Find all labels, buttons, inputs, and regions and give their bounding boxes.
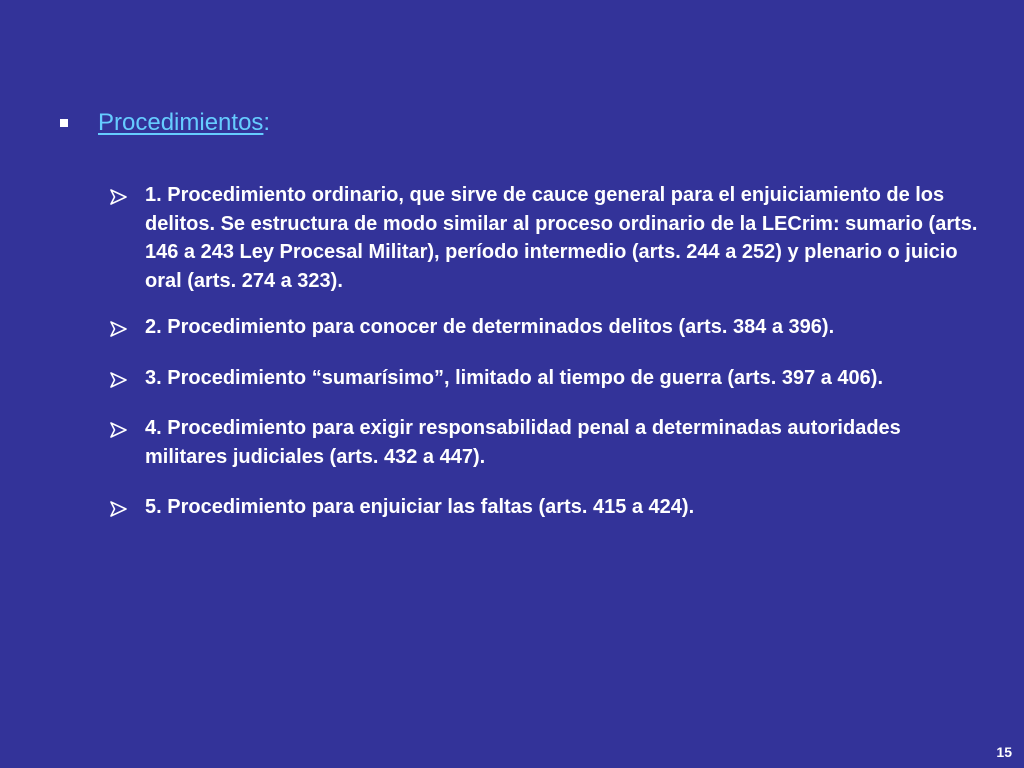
arrow-bullet-icon [108,501,130,517]
heading-row [60,108,270,138]
arrow-bullet-icon [108,189,130,205]
list-item [108,493,988,522]
heading-text: Procedimientos [98,109,264,136]
list-item [108,181,988,295]
list-item [108,313,988,342]
slide-heading [98,108,270,138]
list-item-text: 3. Procedimiento “sumarísimo”, limitado al tiempo de guerra (arts. 397 a 406). [145,366,884,389]
list-item [108,414,988,471]
square-bullet-icon [60,119,68,127]
bullet-list [108,181,988,544]
arrow-bullet-icon [108,372,130,388]
list-item-text: 2. Procedimiento para conocer de determinados delitos (arts. 384 a 396). [145,316,835,338]
list-item-text: 4. Procedimiento para exigir responsabilidad penal a determinadas autoridades militares judiciales (arts. 432 a 447). [145,417,901,468]
page-number: 15 [996,744,1012,760]
heading-colon: : [263,109,271,136]
list-item [108,364,988,393]
list-item-text: 5. Procedimiento para enjuiciar las faltas (arts. 415 a 424). [145,496,695,518]
arrow-bullet-icon [108,321,130,337]
list-item-text: 1. Procedimiento ordinario, que sirve de cauce general para el enjuiciamiento de los delitos. Se estructura de modo similar al proceso ordinario de la LECrim: sumario (arts. 146 a 243 Ley Procesal Militar), período intermedio (arts. 244 a 252) y plenario o juicio oral (arts. 274 a 323). [145,184,978,292]
arrow-bullet-icon [108,422,130,438]
